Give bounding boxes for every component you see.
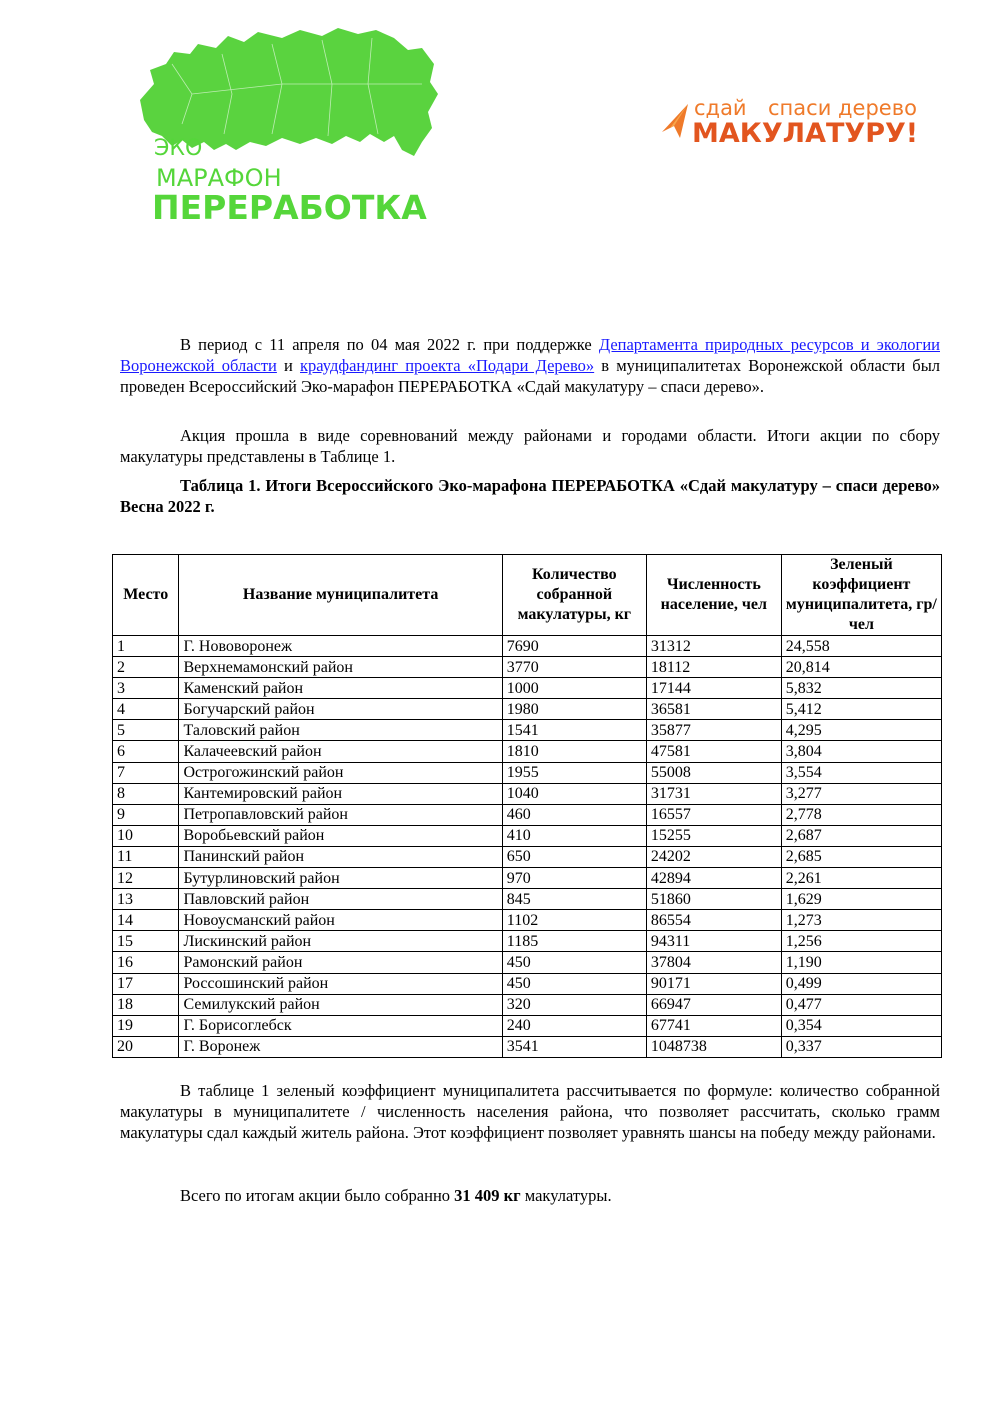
cell-population: 31731	[646, 783, 781, 804]
cell-green-coefficient: 4,295	[781, 720, 941, 741]
cell-green-coefficient: 5,832	[781, 678, 941, 699]
cell-paper-amount: 1980	[502, 699, 646, 720]
table-row	[113, 846, 942, 867]
cell-paper-amount: 7690	[502, 636, 646, 657]
cell-green-coefficient: 1,190	[781, 952, 941, 973]
paper-plane-icon	[660, 102, 690, 142]
intro-paragraph	[120, 334, 940, 397]
table-row	[113, 720, 942, 741]
cell-place: 1	[113, 636, 179, 657]
cell-place: 13	[113, 889, 179, 910]
cell-paper-amount: 410	[502, 825, 646, 846]
cell-place: 14	[113, 910, 179, 931]
cell-population: 31312	[646, 636, 781, 657]
cell-paper-amount: 1102	[502, 910, 646, 931]
cell-paper-amount: 320	[502, 994, 646, 1015]
logo-pererabotka-text: ПЕРЕРАБОТКА	[152, 188, 427, 227]
cell-population: 16557	[646, 804, 781, 825]
header-paper-amount: Количество собранной макулатуры, кг	[502, 555, 646, 636]
cell-green-coefficient: 3,277	[781, 783, 941, 804]
crowdfunding-link[interactable]: краудфандинг проекта «Подари Дерево»	[300, 356, 595, 375]
cell-municipality: Лискинский район	[179, 931, 502, 952]
cell-municipality: Богучарский район	[179, 699, 502, 720]
table-row	[113, 741, 942, 762]
cell-green-coefficient: 0,477	[781, 994, 941, 1015]
cell-paper-amount: 1040	[502, 783, 646, 804]
table-row	[113, 825, 942, 846]
cell-place: 19	[113, 1015, 179, 1036]
logo-sday-text: сдай	[694, 96, 747, 120]
logo-eko-text: ЭКО	[154, 136, 203, 161]
cell-place: 5	[113, 720, 179, 741]
cell-place: 16	[113, 952, 179, 973]
cell-green-coefficient: 24,558	[781, 636, 941, 657]
table-row	[113, 657, 942, 678]
cell-paper-amount: 1541	[502, 720, 646, 741]
cell-green-coefficient: 2,778	[781, 804, 941, 825]
cell-municipality: Россошинский район	[179, 973, 502, 994]
cell-place: 7	[113, 762, 179, 783]
cell-population: 1048738	[646, 1036, 781, 1057]
cell-paper-amount: 240	[502, 1015, 646, 1036]
cell-green-coefficient: 5,412	[781, 699, 941, 720]
total-amount: 31 409 кг	[454, 1186, 521, 1205]
table-row	[113, 952, 942, 973]
cell-population: 51860	[646, 889, 781, 910]
cell-paper-amount: 1185	[502, 931, 646, 952]
cell-municipality: Новоусманский район	[179, 910, 502, 931]
cell-municipality: Павловский район	[179, 889, 502, 910]
cell-municipality: Г. Нововоронеж	[179, 636, 502, 657]
table-body	[113, 636, 942, 1058]
cell-place: 17	[113, 973, 179, 994]
cell-place: 3	[113, 678, 179, 699]
table-row	[113, 931, 942, 952]
cell-green-coefficient: 2,261	[781, 868, 941, 889]
cell-population: 18112	[646, 657, 781, 678]
cell-population: 15255	[646, 825, 781, 846]
cell-paper-amount: 1000	[502, 678, 646, 699]
cell-place: 9	[113, 804, 179, 825]
cell-population: 86554	[646, 910, 781, 931]
intro-text-2: и	[276, 356, 301, 375]
cell-municipality: Рамонский район	[179, 952, 502, 973]
cell-population: 55008	[646, 762, 781, 783]
eko-marathon-logo	[132, 24, 442, 230]
table-caption-text: Таблица 1. Итоги Всероссийского Эко-марафона ПЕРЕРАБОТКА «Сдай макулатуру – спаси дерево» Весна 2022 г.	[120, 476, 940, 516]
cell-green-coefficient: 0,354	[781, 1015, 941, 1036]
cell-population: 37804	[646, 952, 781, 973]
cell-municipality: Каменский район	[179, 678, 502, 699]
cell-population: 17144	[646, 678, 781, 699]
cell-place: 4	[113, 699, 179, 720]
cell-paper-amount: 3770	[502, 657, 646, 678]
cell-green-coefficient: 1,256	[781, 931, 941, 952]
cell-municipality: Калачеевский район	[179, 741, 502, 762]
cell-green-coefficient: 20,814	[781, 657, 941, 678]
table-row	[113, 1036, 942, 1057]
cell-green-coefficient: 0,499	[781, 973, 941, 994]
cell-paper-amount: 1810	[502, 741, 646, 762]
cell-place: 6	[113, 741, 179, 762]
header-municipality: Название муниципалитета	[179, 555, 502, 636]
cell-municipality: Г. Воронеж	[179, 1036, 502, 1057]
cell-municipality: Острогожинский район	[179, 762, 502, 783]
cell-population: 47581	[646, 741, 781, 762]
total-text-before: Всего по итогам акции было собранно	[180, 1186, 455, 1205]
cell-paper-amount: 450	[502, 973, 646, 994]
cell-place: 18	[113, 994, 179, 1015]
cell-place: 11	[113, 846, 179, 867]
cell-population: 90171	[646, 973, 781, 994]
cell-paper-amount: 3541	[502, 1036, 646, 1057]
cell-municipality: Петропавловский район	[179, 804, 502, 825]
cell-place: 2	[113, 657, 179, 678]
header-place: Место	[113, 555, 179, 636]
sday-makulaturu-logo	[660, 92, 940, 156]
cell-place: 10	[113, 825, 179, 846]
table-row	[113, 973, 942, 994]
intro-text-3: в муниципалитетах Воронежской области был проведен Всероссийский Эко-марафон ПЕРЕРАБОТКА «Сдай макулатуру – спаси дерево».	[120, 356, 941, 396]
total-text-after: макулатуры.	[520, 1186, 612, 1205]
logo-marafon-text: МАРАФОН	[156, 164, 282, 192]
cell-municipality: Таловский район	[179, 720, 502, 741]
cell-municipality: Семилукский район	[179, 994, 502, 1015]
cell-municipality: Верхнемамонский район	[179, 657, 502, 678]
cell-green-coefficient: 2,685	[781, 846, 941, 867]
table-row	[113, 804, 942, 825]
cell-population: 67741	[646, 1015, 781, 1036]
table-caption	[120, 475, 940, 517]
header-population: Численность население, чел	[646, 555, 781, 636]
results-table	[112, 554, 942, 1058]
cell-place: 15	[113, 931, 179, 952]
table-row	[113, 910, 942, 931]
cell-paper-amount: 1955	[502, 762, 646, 783]
competition-paragraph	[120, 425, 940, 467]
table-row	[113, 1015, 942, 1036]
formula-paragraph	[120, 1080, 940, 1143]
cell-place: 12	[113, 868, 179, 889]
cell-paper-amount: 460	[502, 804, 646, 825]
cell-green-coefficient: 0,337	[781, 1036, 941, 1057]
department-link[interactable]: Департамента природных ресурсов и экологии Воронежской области	[120, 335, 940, 375]
cell-population: 42894	[646, 868, 781, 889]
cell-population: 66947	[646, 994, 781, 1015]
table-row	[113, 783, 942, 804]
table-row	[113, 636, 942, 657]
cell-municipality: Бутурлиновский район	[179, 868, 502, 889]
header-green-coefficient: Зеленый коэффициент муниципалитета, гр/чел	[781, 555, 941, 636]
formula-text: В таблице 1 зеленый коэффициент муниципалитета рассчитывается по формуле: количество собранной макулатуры в муниципалитете / численность населения района, что позволяет рассчитать, сколько грамм макулатуры сдал каждый житель района. Этот коэффициент позволяет уравнять шансы на победу между районами.	[120, 1081, 940, 1142]
cell-municipality: Кантемировский район	[179, 783, 502, 804]
cell-place: 20	[113, 1036, 179, 1057]
cell-green-coefficient: 2,687	[781, 825, 941, 846]
cell-paper-amount: 650	[502, 846, 646, 867]
cell-green-coefficient: 3,804	[781, 741, 941, 762]
cell-population: 35877	[646, 720, 781, 741]
cell-population: 36581	[646, 699, 781, 720]
table-row	[113, 762, 942, 783]
table-header-row	[113, 555, 942, 636]
cell-green-coefficient: 3,554	[781, 762, 941, 783]
intro-text-1: В период с 11 апреля по 04 мая 2022 г. при поддержке	[180, 335, 599, 354]
cell-green-coefficient: 1,273	[781, 910, 941, 931]
cell-population: 24202	[646, 846, 781, 867]
table-row	[113, 699, 942, 720]
table-row	[113, 994, 942, 1015]
table-row	[113, 868, 942, 889]
cell-municipality: Панинский район	[179, 846, 502, 867]
total-paragraph	[120, 1185, 940, 1206]
cell-municipality: Воробьевский район	[179, 825, 502, 846]
cell-paper-amount: 450	[502, 952, 646, 973]
cell-green-coefficient: 1,629	[781, 889, 941, 910]
cell-municipality: Г. Борисоглебск	[179, 1015, 502, 1036]
cell-place: 8	[113, 783, 179, 804]
cell-population: 94311	[646, 931, 781, 952]
cell-paper-amount: 970	[502, 868, 646, 889]
table-row	[113, 889, 942, 910]
logo-makulaturu-text: МАКУЛАТУРУ!	[692, 118, 919, 149]
cell-paper-amount: 845	[502, 889, 646, 910]
table-row	[113, 678, 942, 699]
logo-spasi-text: спаси дерево	[768, 96, 917, 120]
competition-text: Акция прошла в виде соревнований между районами и городами области. Итоги акции по сбору макулатуры представлены в Таблице 1.	[120, 426, 940, 466]
